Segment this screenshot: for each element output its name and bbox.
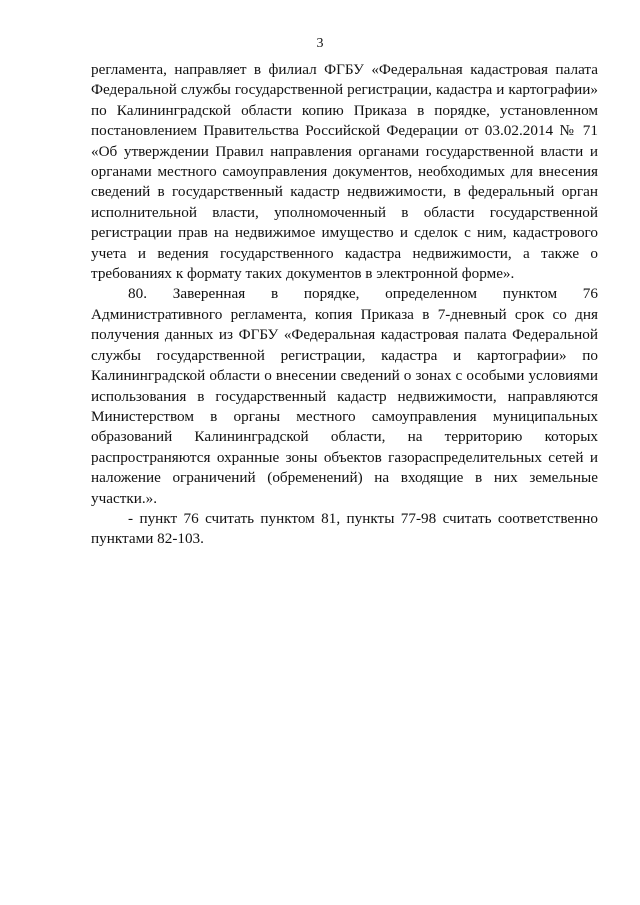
paragraph-item-80: 80. Заверенная в порядке, определенном пунктом 76 Административного регламента, копия Приказа в 7-дневный срок со дня получения данных из ФГБУ «Федеральная кадастровая палата Федеральной службы государственной регистрации, кадастра и картографии» по Калининградской области о внесении сведений о зонах с особыми условиями использования в государственный кадастр недвижимости, направляются Министерством в органы местного самоуправления муниципальных образований Калининградской области, на территорию которых распространяются охранные зоны объектов газораспределительных сетей и наложение ограничений (обременений) на входящие в них земельные участки.». [91,285,598,507]
page-number: 3 [316,36,324,51]
paragraph-renumbering: - пункт 76 считать пунктом 81, пункты 77-98 считать соответственно пунктами 82-103. [91,509,598,548]
document-body [91,60,598,550]
paragraph-continuation: регламента, направляет в филиал ФГБУ «Федеральная кадастровая палата Федеральной службы государственной регистрации, кадастра и картографии» по Калининградской области копию Приказа в порядке, установленном постановлением Правительства Российской Федерации от 03.02.2014 № 71 «Об утверждении Правил направления органами государственной власти и органами местного самоуправления документов, необходимых для внесения сведений в государственный кадастр недвижимости, в федеральный орган исполнительной власти, уполномоченный в области государственной регистрации прав на недвижимое имущество и сделок с ним, кадастрового учета и ведения государственного кадастра недвижимости, а также о требованиях к формату таких документов в электронной форме». [91,61,598,283]
